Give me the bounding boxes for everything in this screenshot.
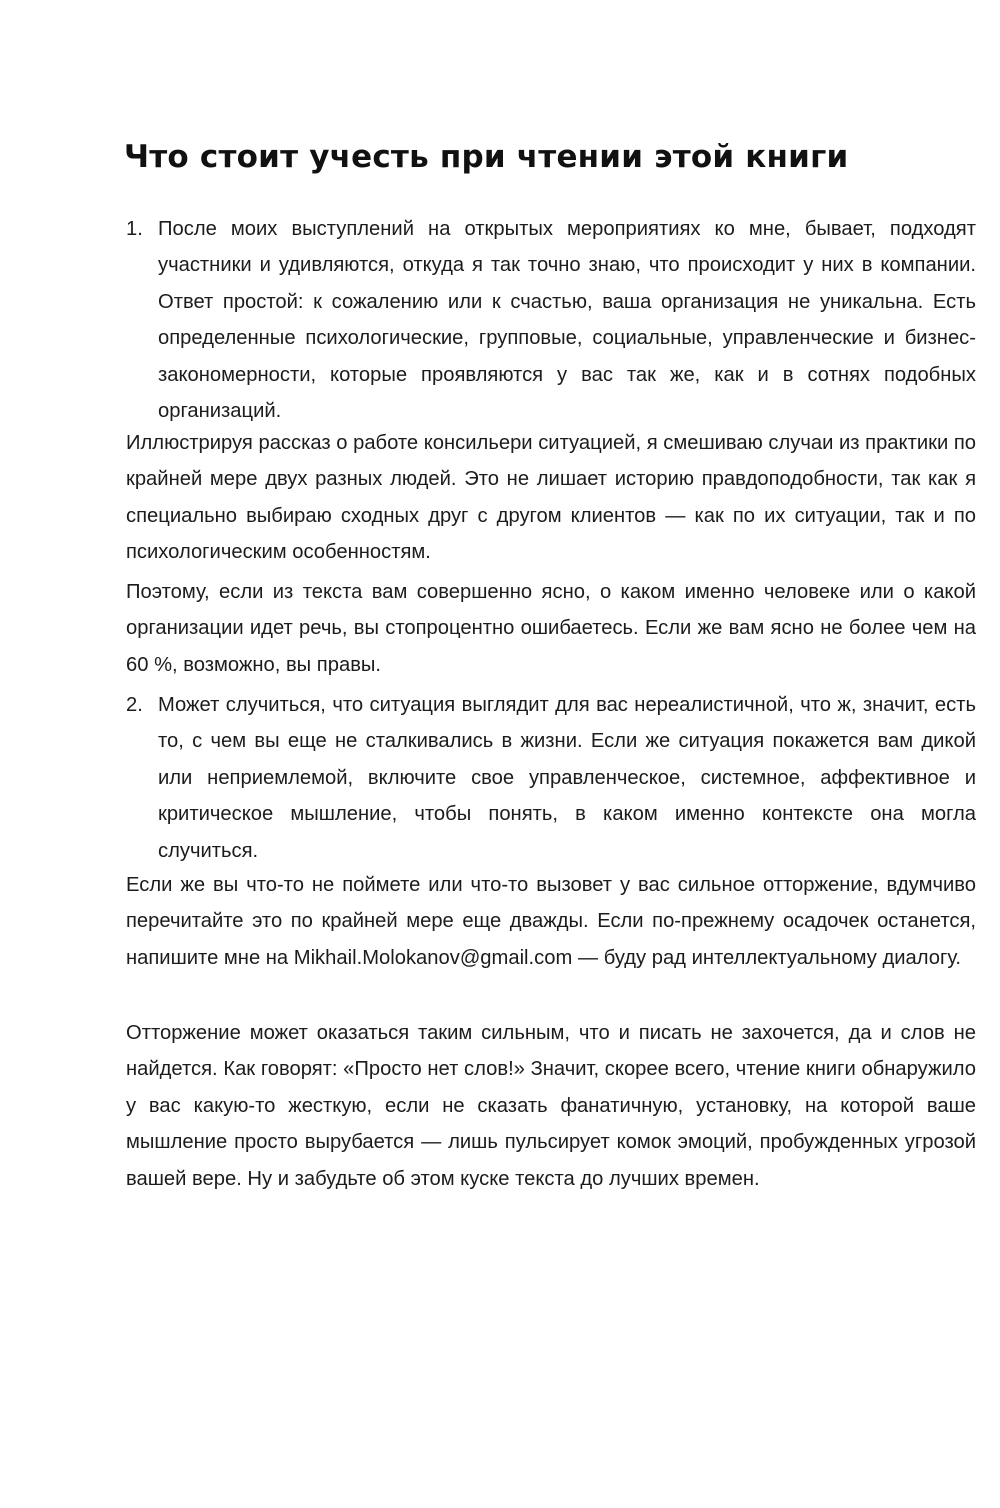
item-text: Может случиться, что ситуация выглядит для вас нереалистичной, что ж, значит, есть то, с чем вы еще не сталкивались в жизни. Если же ситуация покажется вам дикой или неприемлемой, включите свое управленческое, системное, аффективное и критическое мышление, чтобы понять, в каком именно контексте она могла случиться. [158, 694, 976, 862]
paragraph-feedback-email: Если же вы что-то не поймете или что-то вызовет у вас сильное отторжение, вдумчиво перечитайте это по крайней мере еще дважды. Если по-прежнему осадочек останется, напишите мне на Mikhail.Molokanov@gmail.com — буду рад интеллектуальному диалогу. [126, 874, 976, 969]
page-title: Что стоит учесть при чтении этой книги [124, 139, 849, 175]
paragraph-recognition: Поэтому, если из текста вам совершенно ясно, о каком именно человеке или о какой организации идет речь, вы стопроцентно ошибаетесь. Если же вам ясно не более чем на 60 %, возможно, вы правы. [126, 581, 976, 676]
item-number: 2. [126, 694, 143, 716]
numbered-item-1 [126, 211, 976, 429]
item-number: 1. [126, 218, 143, 240]
paragraph-illustration: Иллюстрируя рассказ о работе консильери ситуацией, я смешиваю случаи из практики по крайней мере двух разных людей. Это не лишает историю правдоподобности, так как я специально выбираю сходных друг с другом клиентов — как по их ситуации, так и по психологическим особенностям. [126, 432, 976, 564]
paragraph-rejection: Отторжение может оказаться таким сильным, что и писать не захочется, да и слов не найдется. Как говорят: «Просто нет слов!» Значит, скорее всего, чтение книги обнаружило у вас какую-то жесткую, если не сказать фанатичную, установку, на которой ваше мышление просто вырубается — лишь пульсирует комок эмоций, пробужденных угрозой вашей вере. Ну и забудьте об этом куске текста до лучших времен. [126, 1022, 976, 1190]
item-text: После моих выступлений на открытых мероприятиях ко мне, бывает, подходят участники и удивляются, откуда я так точно знаю, что происходит у них в компании. Ответ простой: к сожалению или к счастью, ваша организация не уникальна. Есть определенные психологические, групповые, социальные, управленческие и бизнес-закономерности, которые проявляются у вас так же, как и в сотнях подобных организаций. [158, 218, 976, 423]
numbered-item-2 [126, 687, 976, 869]
